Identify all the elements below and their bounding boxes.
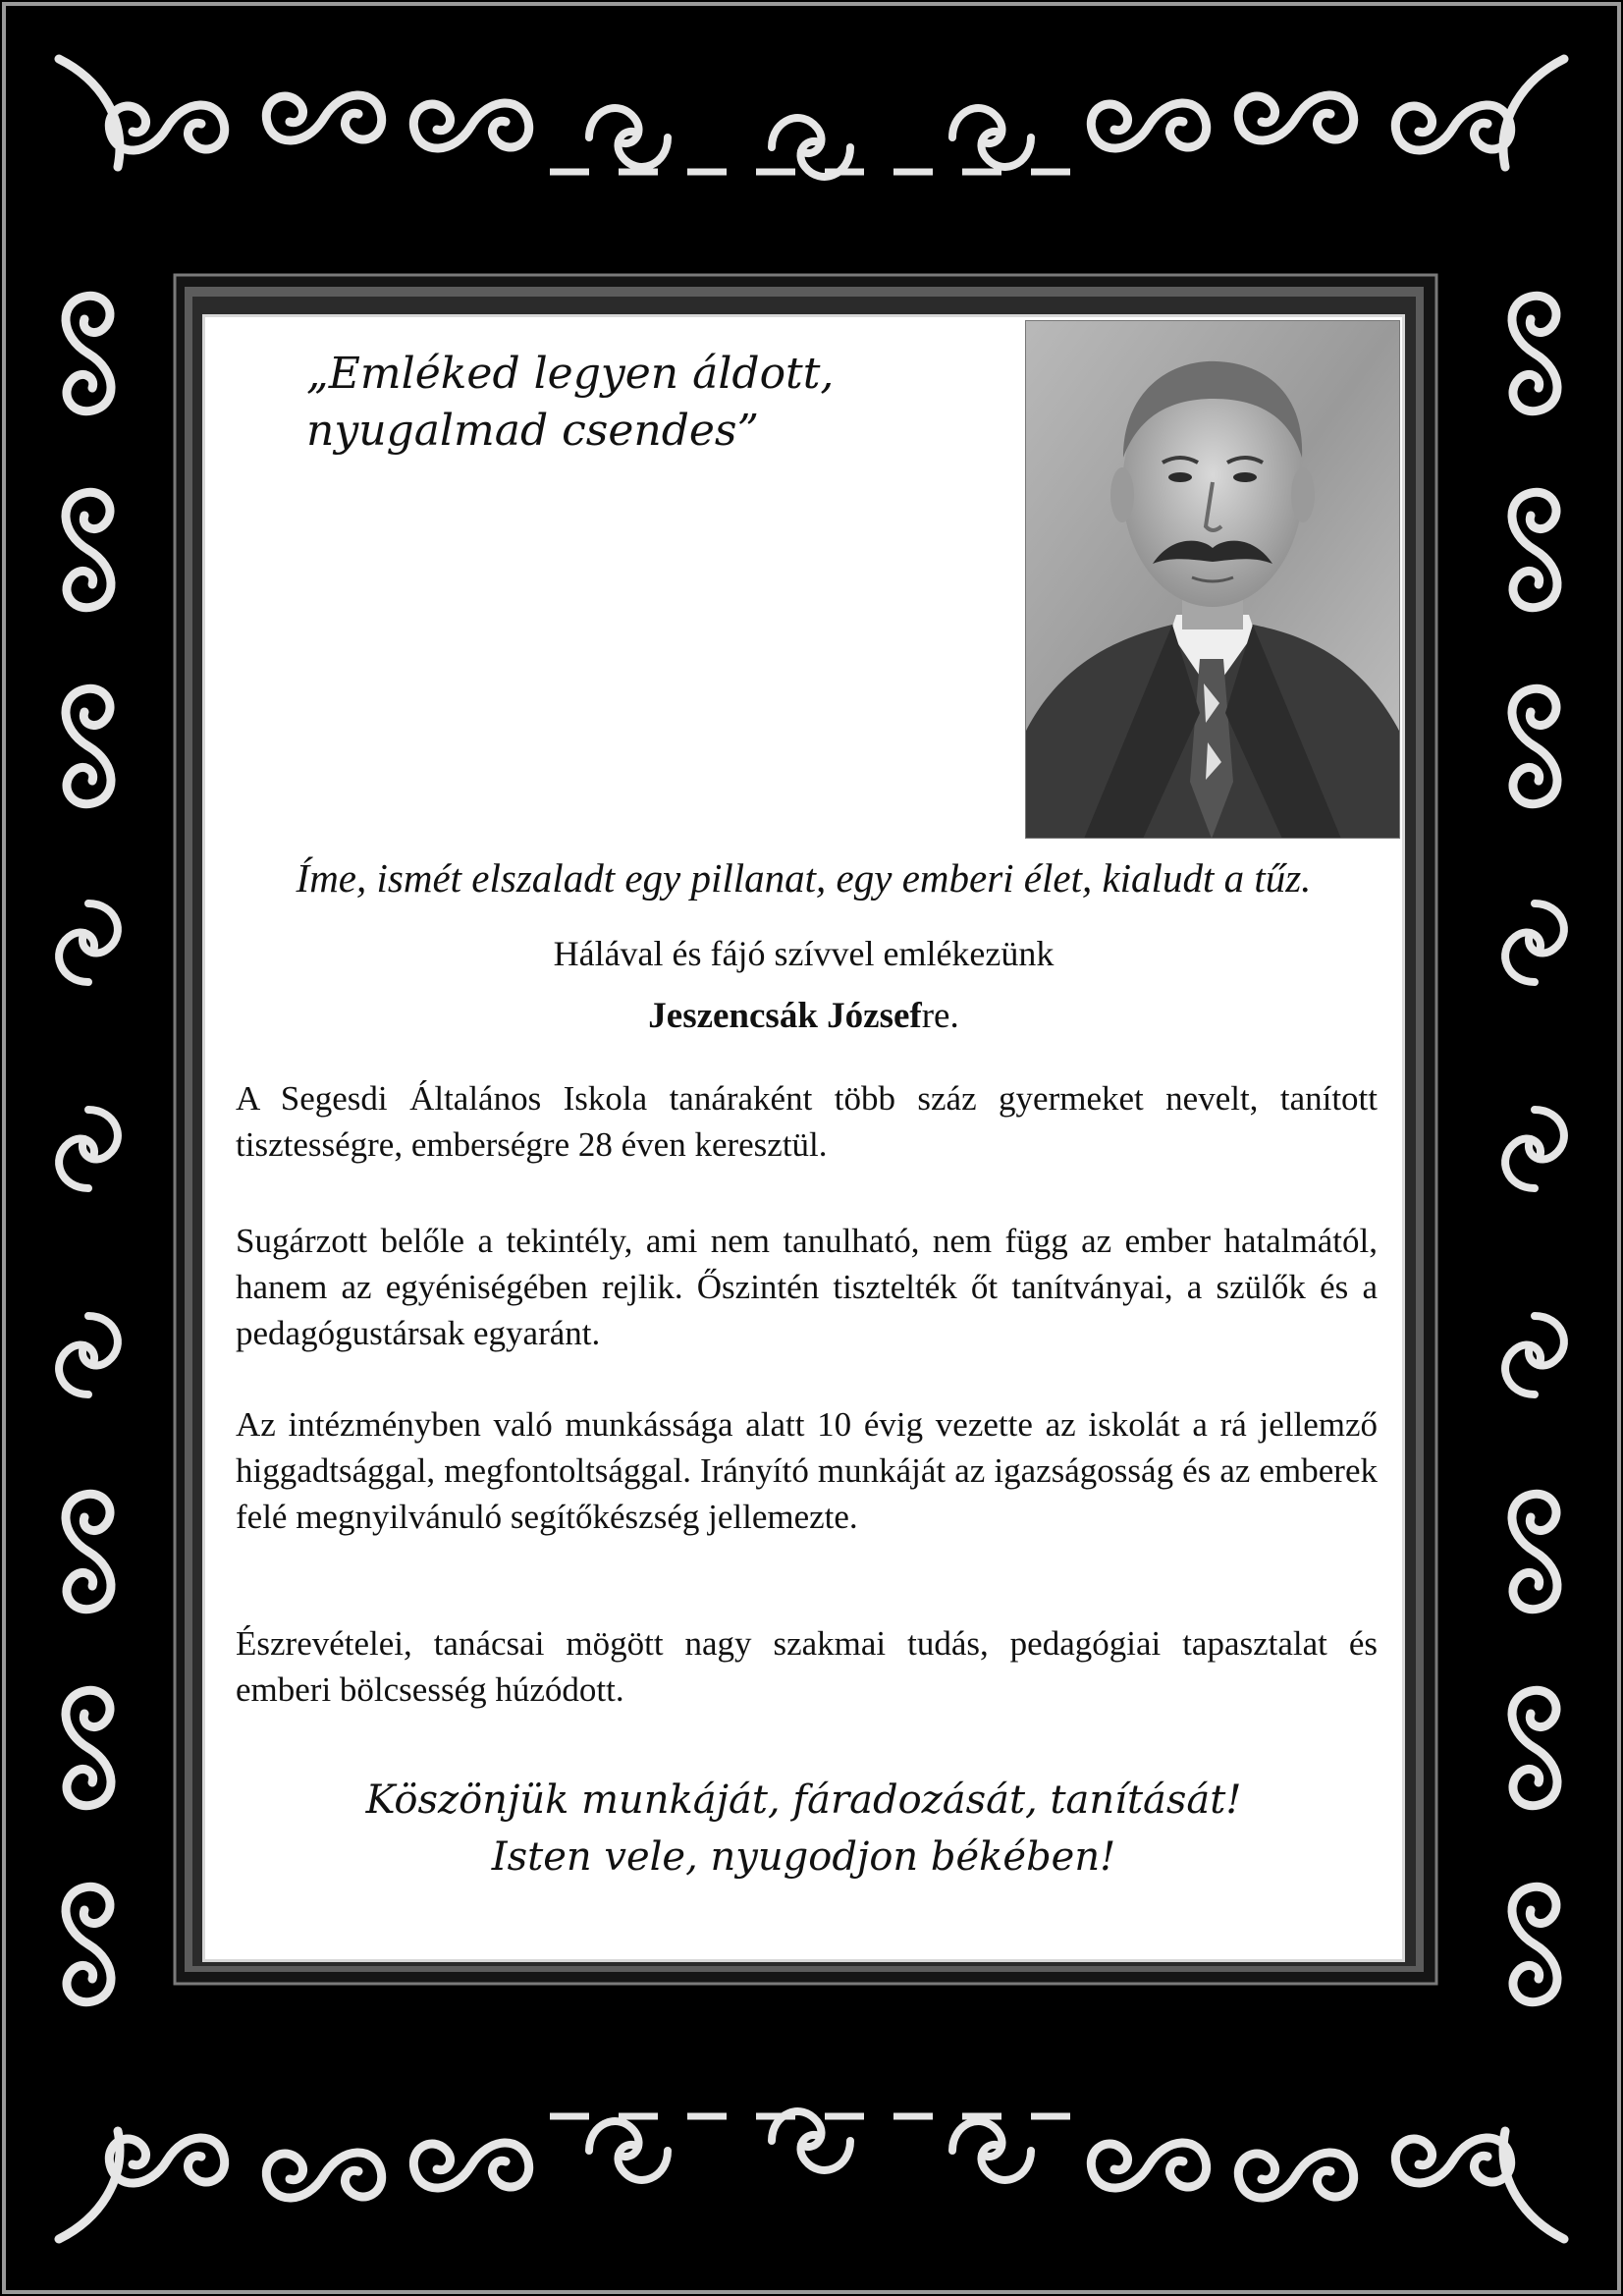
closing-farewell: Isten vele, nyugodjon békében! [491, 1834, 1116, 1880]
epigraph-line-2: nyugalmad csendes” [306, 406, 759, 456]
lead-italic-line: Íme, ismét elszaladt egy pillanat, egy emberi élet, kialudt a tűz. [296, 855, 1312, 901]
deceased-name [202, 995, 1405, 1037]
paragraph-teaching: A Segesdi Általános Iskola tanáraként több száz gyermeket nevelt, tanított tisztességre, emberségre 28 éven keresztül. [236, 1079, 1378, 1164]
paragraph-respect: Sugárzott belőle a tekintély, ami nem tanulható, nem függ az ember hatalmától, hanem az egyéniségében rejlik. Őszintén tisztelték őt tanítványai, a szülők és a pedagógustársak egyaránt. [236, 1222, 1378, 1352]
portrait-photo-icon [1025, 320, 1400, 839]
epigraph-quote [306, 346, 856, 460]
deceased-name-suffix: re. [921, 996, 959, 1036]
deceased-name-bold: Jeszencsák József [648, 996, 922, 1036]
closing-thanks: Köszönjük munkáját, fáradozását, tanítását! [365, 1777, 1242, 1823]
paragraph-leadership: Az intézményben való munkássága alatt 10 évig vezette az iskolát a rá jellemző higgadtsággal, megfontoltsággal. Irányító munkáját az igazságosság és az emberek felé megnyilvánuló segítőkészség jellemezte. [236, 1405, 1378, 1536]
paragraph-wisdom: Észrevételei, tanácsai mögött nagy szakmai tudás, pedagógiai tapasztalat és emberi bölcsesség húzódott. [236, 1624, 1378, 1709]
epigraph-line-1: „Emléked legyen áldott, [306, 349, 835, 399]
thanks-line: Hálával és fájó szívvel emlékezünk [553, 934, 1055, 973]
